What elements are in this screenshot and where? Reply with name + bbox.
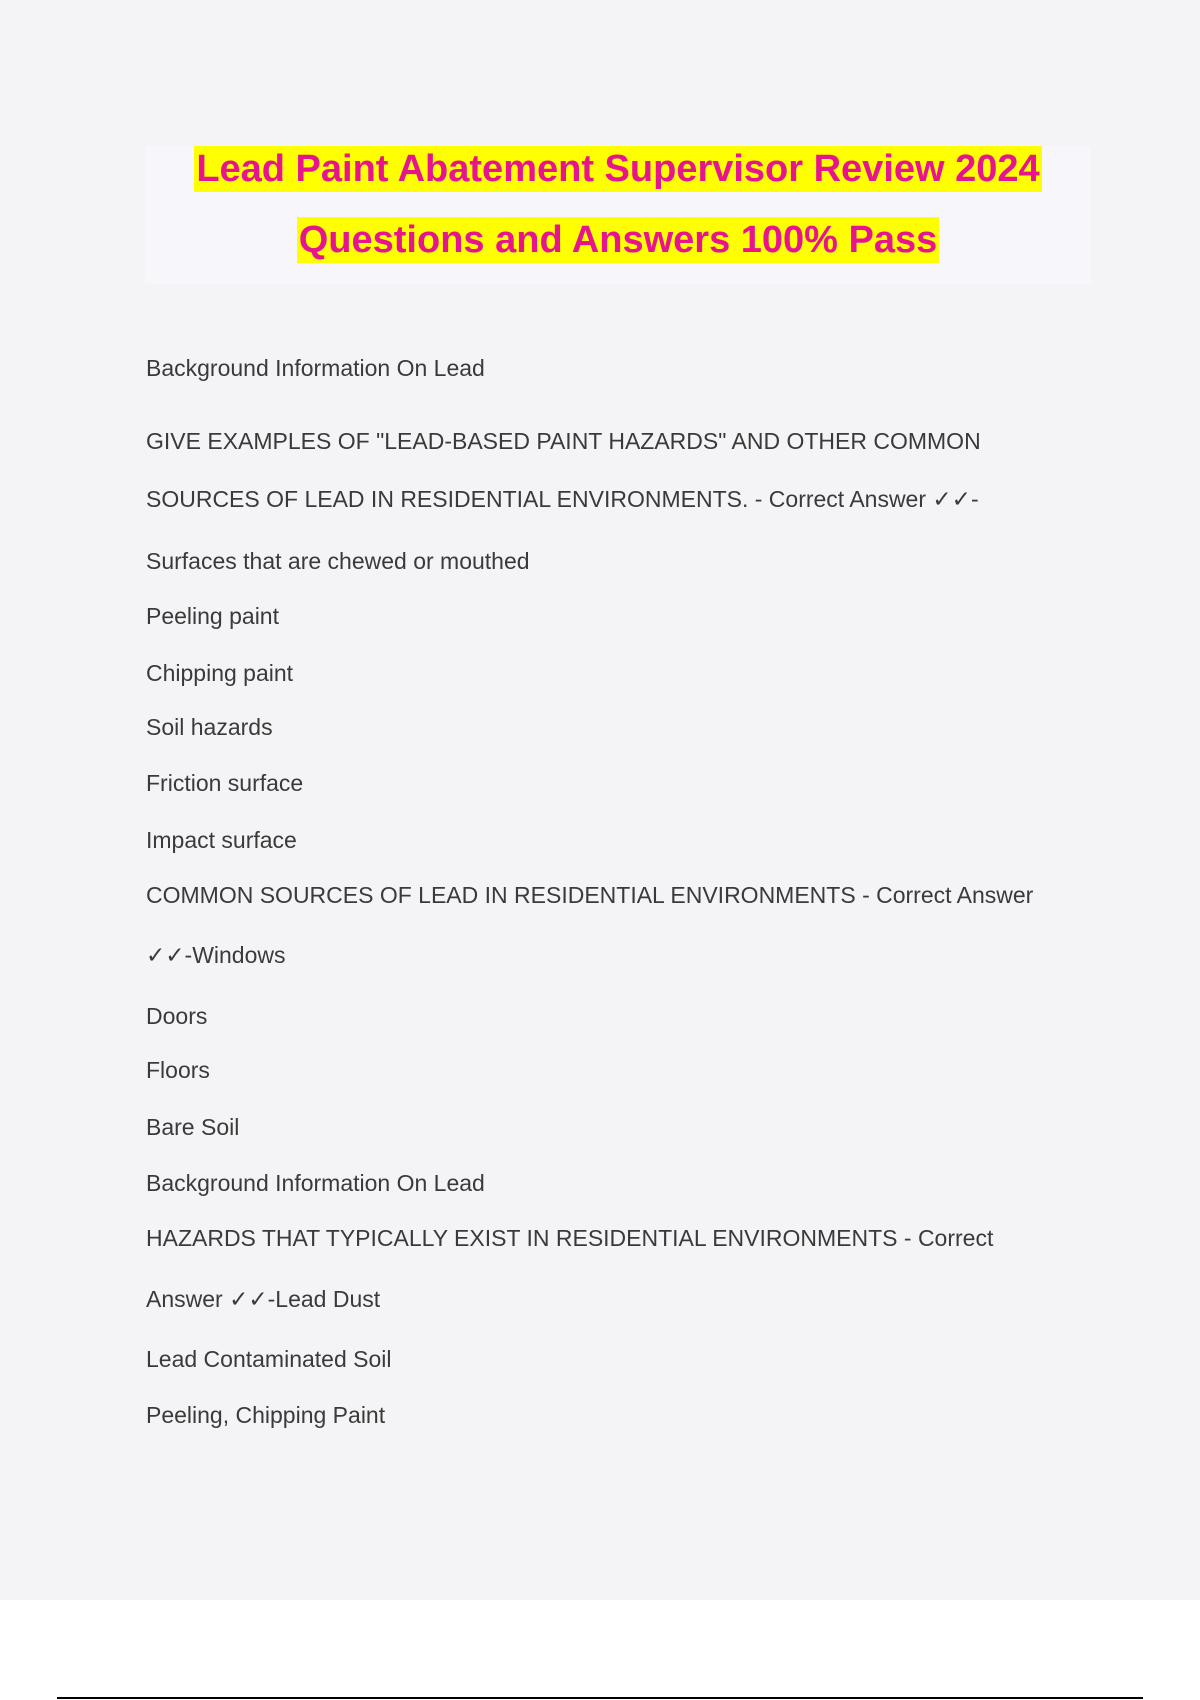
answer-item: Lead Contaminated Soil — [146, 1346, 392, 1372]
answer-item: Peeling, Chipping Paint — [146, 1402, 386, 1428]
question-text: SOURCES OF LEAD IN RESIDENTIAL ENVIRONMENTS. - Correct Answer ✓✓- — [146, 486, 979, 512]
title-banner — [145, 146, 1091, 284]
question-text: HAZARDS THAT TYPICALLY EXIST IN RESIDENTIAL ENVIRONMENTS - Correct — [146, 1225, 994, 1251]
answer-item: Bare Soil — [146, 1114, 240, 1140]
answer-item: Soil hazards — [146, 714, 273, 740]
document-title-line-1: Lead Paint Abatement Supervisor Review 2024 — [196, 148, 1040, 190]
document-title-line-2: Questions and Answers 100% Pass — [298, 219, 938, 261]
answer-item: Chipping paint — [146, 660, 294, 686]
page-divider — [57, 1697, 1143, 1699]
answer-item: Friction surface — [146, 770, 304, 796]
answer-item: Surfaces that are chewed or mouthed — [146, 548, 530, 574]
question-text: COMMON SOURCES OF LEAD IN RESIDENTIAL ENVIRONMENTS - Correct Answer — [146, 882, 1034, 908]
question-text: GIVE EXAMPLES OF "LEAD-BASED PAINT HAZARDS" AND OTHER COMMON — [146, 428, 981, 454]
section-heading: Background Information On Lead — [146, 1170, 485, 1196]
answer-item: Peeling paint — [146, 603, 279, 629]
section-heading: Background Information On Lead — [146, 355, 485, 381]
answer-item: Floors — [146, 1057, 210, 1083]
answer-item: Impact surface — [146, 827, 297, 853]
answer-item: Doors — [146, 1003, 208, 1029]
answer-item: Answer ✓✓-Lead Dust — [146, 1286, 381, 1312]
answer-item: ✓✓-Windows — [146, 942, 286, 968]
